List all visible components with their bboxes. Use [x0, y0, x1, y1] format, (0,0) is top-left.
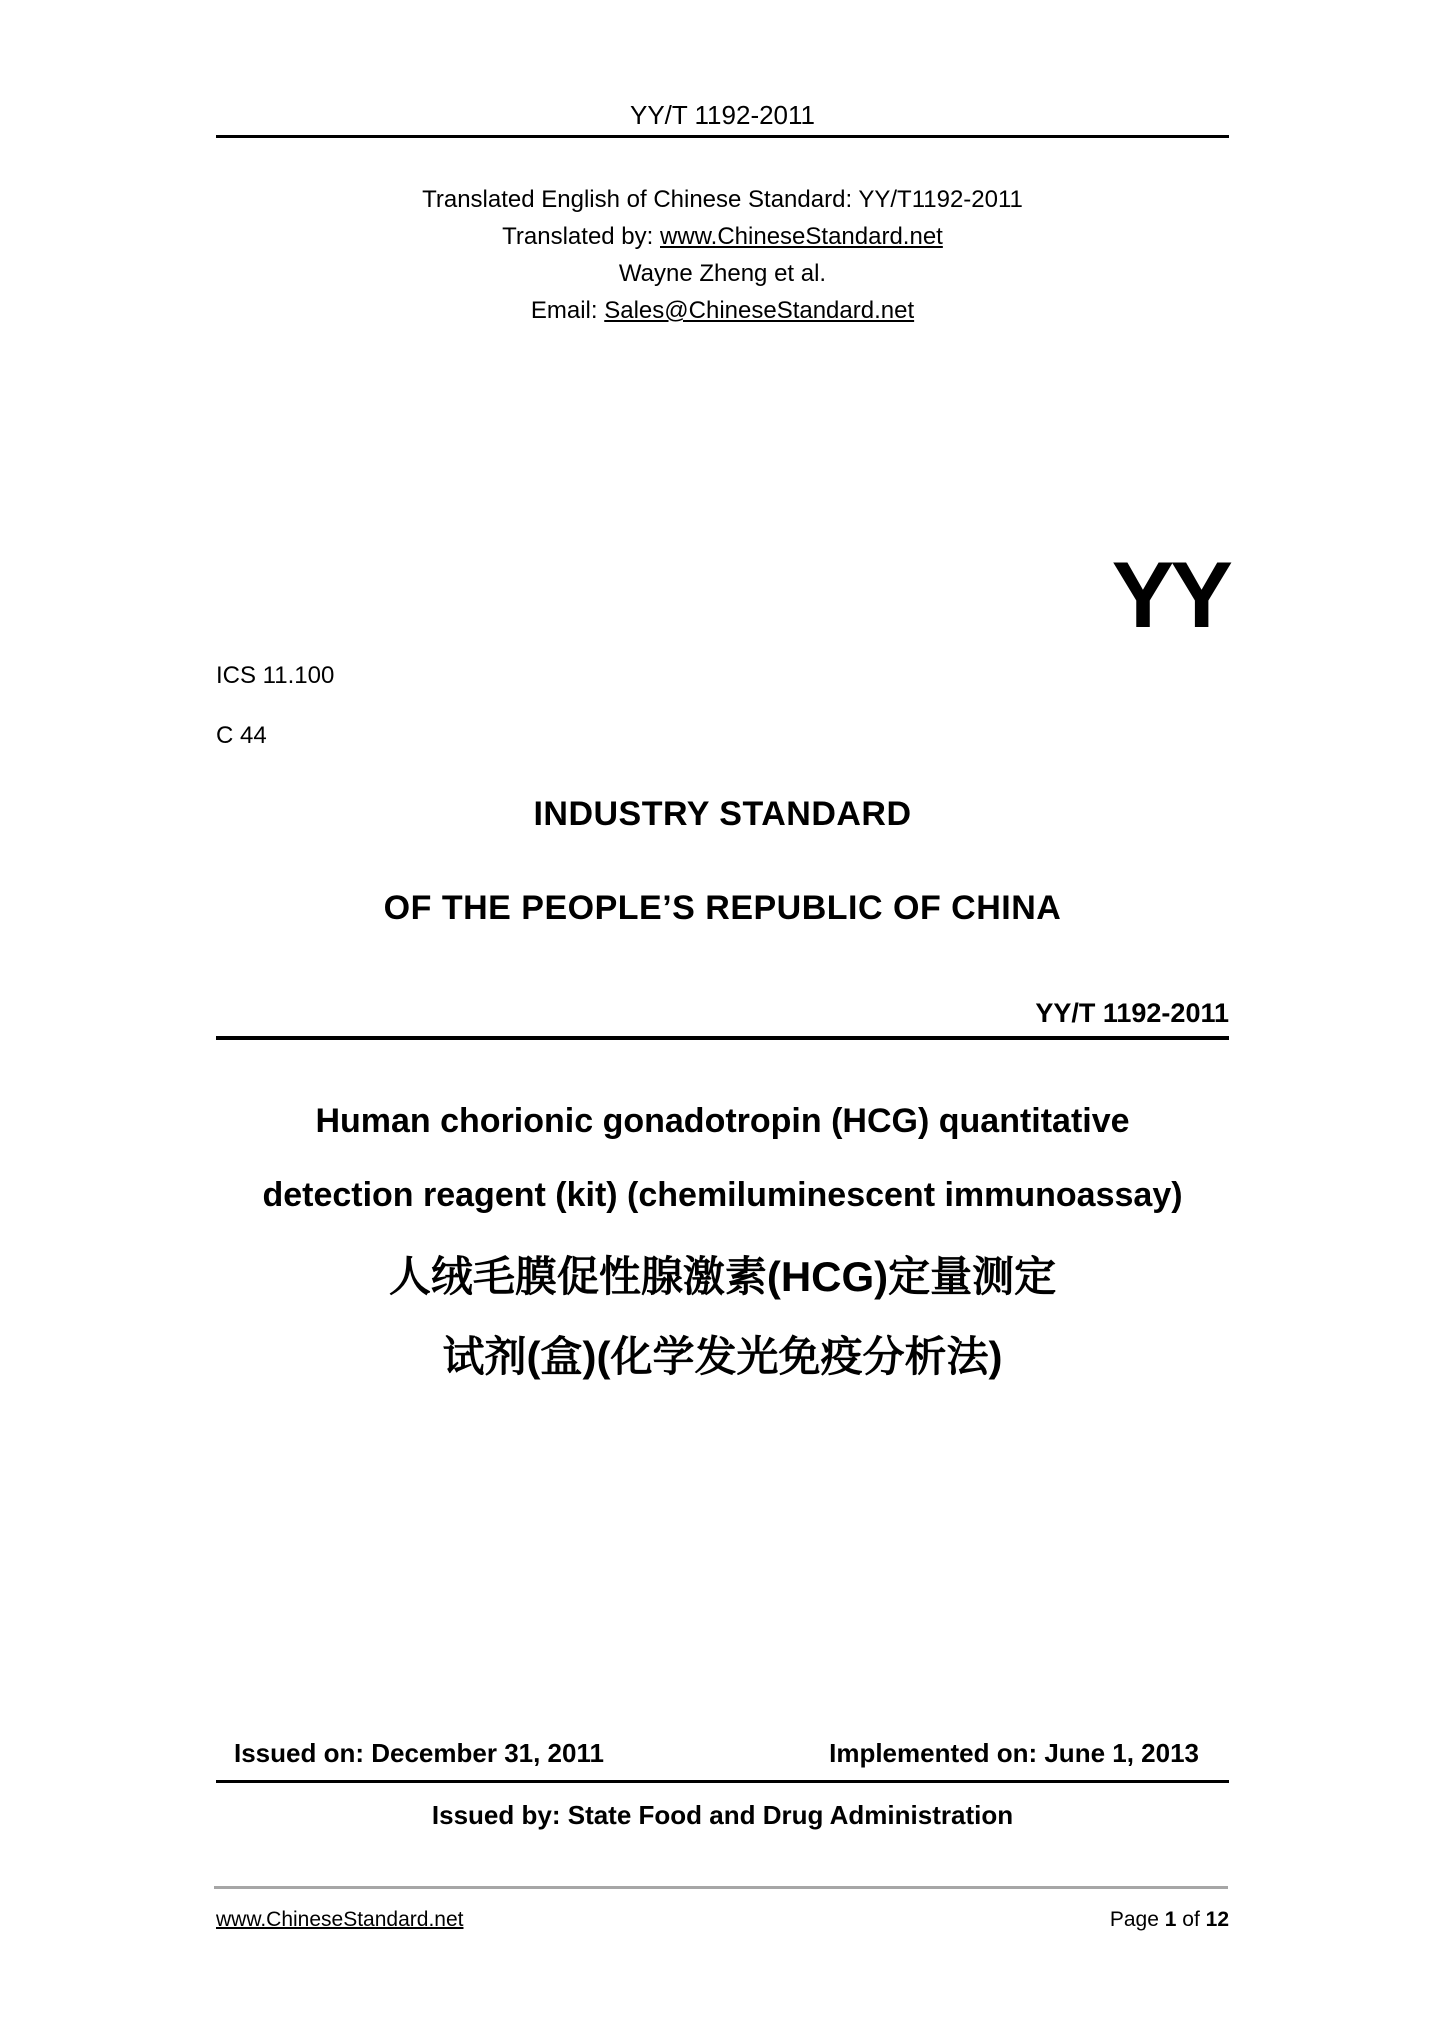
dates-rule — [216, 1780, 1229, 1783]
translator-website-link[interactable]: www.ChineseStandard.net — [660, 223, 943, 250]
standard-code-title-block: YY/T 1192-2011 — [1035, 998, 1229, 1028]
translator-names: Wayne Zheng et al. — [618, 260, 827, 287]
issuing-authority: Issued by: State Food and Drug Administration — [431, 1800, 1014, 1830]
translation-line-translated-by — [216, 218, 1229, 255]
page-footer — [216, 1908, 1229, 1932]
title-english-line1: Human chorionic gonadotropin (HCG) quantitative — [315, 1102, 1130, 1140]
translation-line-source: Translated English of Chinese Standard: YY/T1192-2011 — [422, 186, 1023, 213]
title-chinese-line1: 人绒毛膜促性腺激素(HCG)定量测定 — [388, 1253, 1057, 1300]
page-number-indicator — [1110, 1908, 1229, 1932]
title-english-line2: detection reagent (kit) (chemiluminescent immunoassay) — [262, 1176, 1183, 1214]
issued-on-date: Issued on: December 31, 2011 — [234, 1738, 604, 1768]
title-rule — [216, 1036, 1229, 1040]
standard-class-logo: YY — [1111, 542, 1229, 647]
title-chinese-line2: 试剂(盒)(化学发光免疫分析法) — [442, 1333, 1003, 1380]
page-of-label: of — [1176, 1908, 1206, 1931]
translation-block — [216, 181, 1229, 329]
ics-code: ICS 11.100 — [216, 662, 335, 689]
translation-line-email — [216, 292, 1229, 329]
footer-website-link[interactable]: www.ChineseStandard.net — [216, 1908, 464, 1931]
page-label: Page — [1109, 1908, 1165, 1931]
standard-country-heading: OF THE PEOPLE’S REPUBLIC OF CHINA — [383, 889, 1062, 927]
category-code: C 44 — [216, 722, 267, 749]
page-header-standard-code: YY/T 1192-2011 — [629, 100, 816, 130]
page-total: 12 — [1205, 1908, 1229, 1931]
dates-row — [216, 1738, 1229, 1769]
translated-by-label: Translated by: — [502, 223, 660, 250]
email-label: Email: — [530, 297, 605, 324]
standard-type-heading: INDUSTRY STANDARD — [533, 795, 912, 833]
email-link[interactable]: Sales@ChineseStandard.net — [604, 297, 915, 324]
implemented-on-date: Implemented on: June 1, 2013 — [829, 1738, 1199, 1768]
page-current: 1 — [1164, 1908, 1177, 1931]
footer-rule — [214, 1886, 1228, 1889]
header-rule — [216, 135, 1229, 138]
